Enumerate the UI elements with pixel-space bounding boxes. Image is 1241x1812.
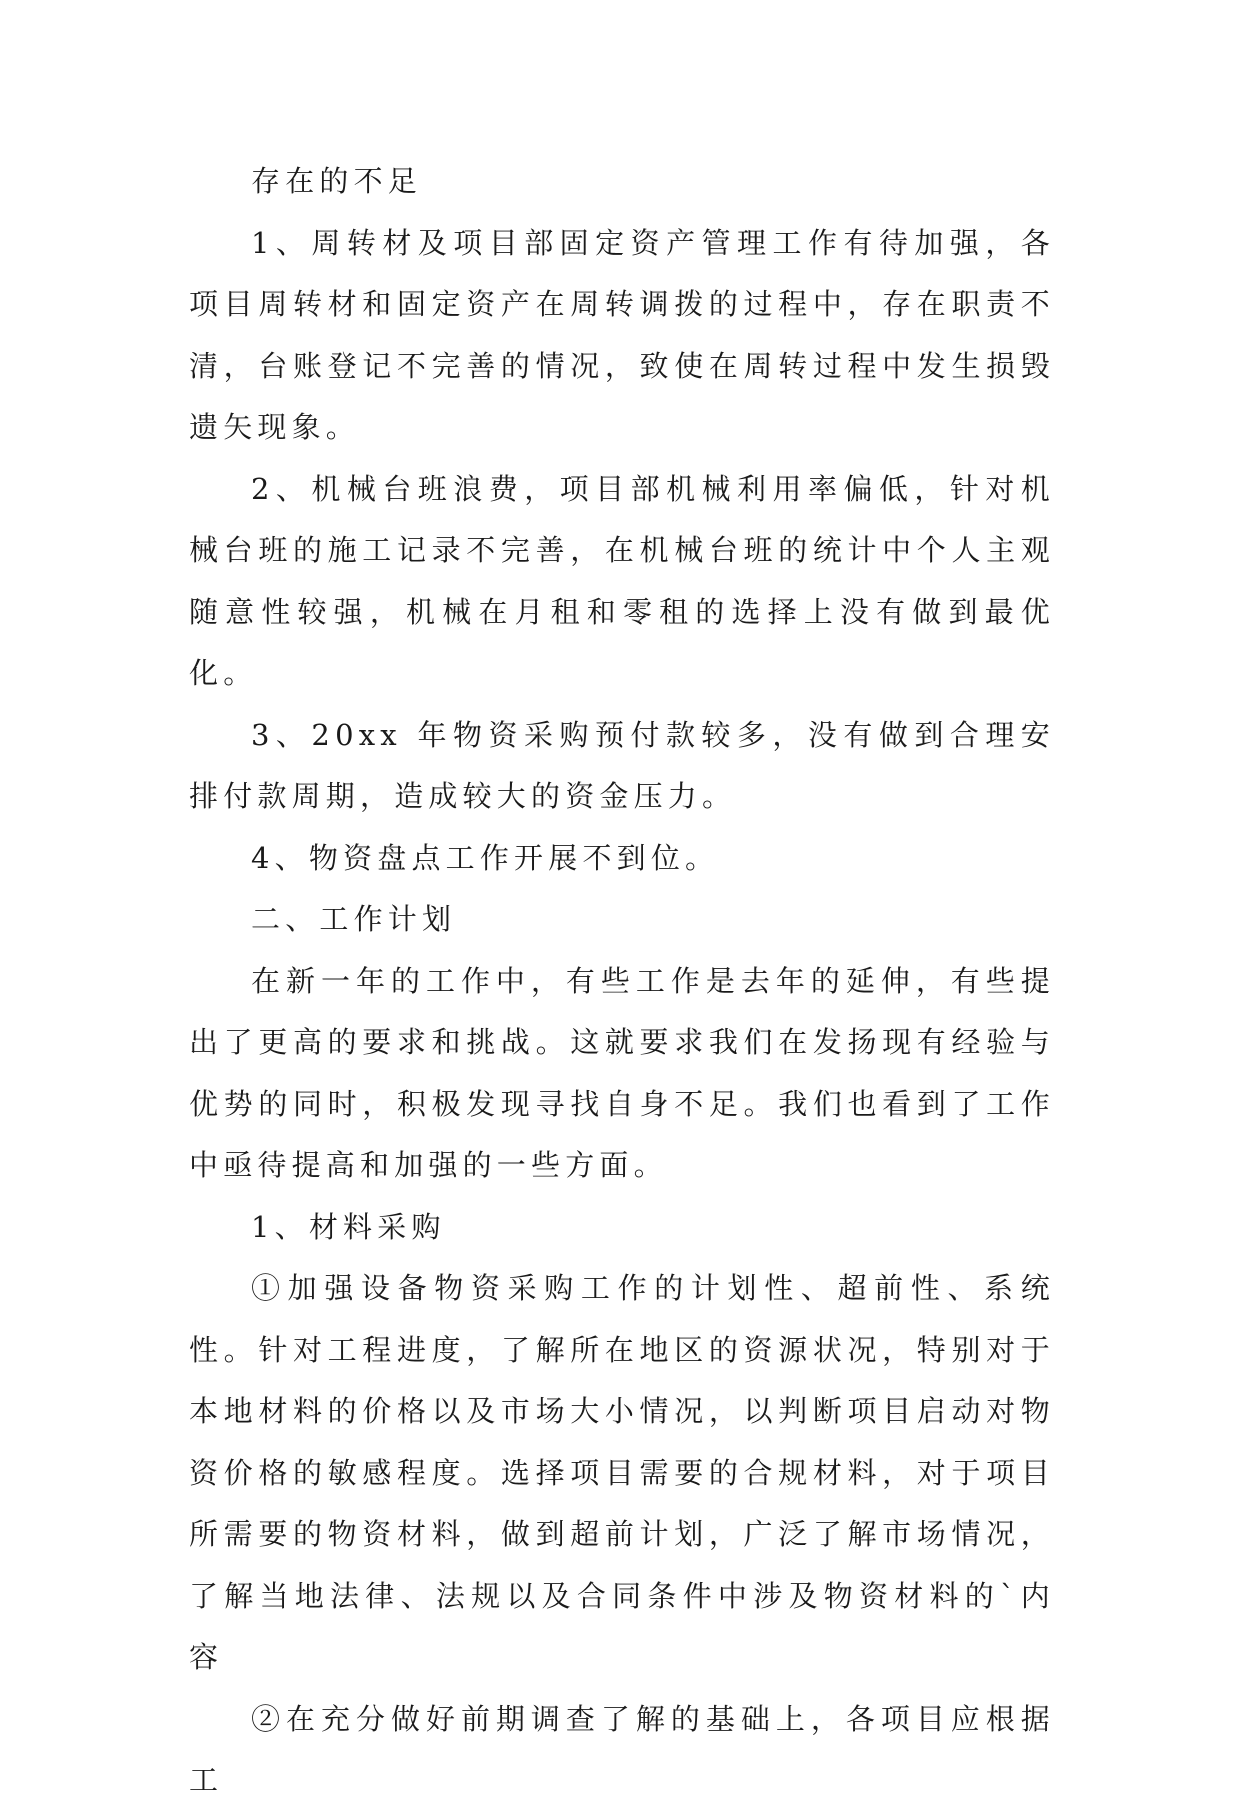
paragraph-purchasing-item-2: ②在充分做好前期调查了解的基础上，各项目应根据工 bbox=[189, 1701, 1055, 1797]
paragraph-shortcoming-4: 4、物资盘点工作开展不到位。 bbox=[251, 840, 720, 875]
section-heading-work-plan: 二、工作计划 bbox=[251, 902, 457, 936]
paragraph-work-plan-intro: 在新一年的工作中，有些工作是去年的延伸，有些提出了更高的要求和挑战。这就要求我们在发扬现有经验与优势的同时，积极发现寻找自身不足。我们也看到了工作中亟待提高和加强的一些方面。 bbox=[189, 963, 1055, 1182]
paragraph-shortcoming-3: 3、20xx 年物资采购预付款较多，没有做到合理安排付款周期，造成较大的资金压力。 bbox=[189, 717, 1055, 813]
paragraph-shortcoming-1: 1、周转材及项目部固定资产管理工作有待加强，各项目周转材和固定资产在周转调拨的过程中，存在职责不清，台账登记不完善的情况，致使在周转过程中发生损毁遗矢现象。 bbox=[189, 225, 1055, 444]
paragraph-purchasing-item-1: ①加强设备物资采购工作的计划性、超前性、系统性。针对工程进度，了解所在地区的资源状况，特别对于本地材料的价格以及市场大小情况，以判断项目启动对物资价格的敏感程度。选择项目需要的合规材料，对于项目所需要的物资材料，做到超前计划，广泛了解市场情况，了解当地法律、法规以及合同条件中涉及物资材料的`内容 bbox=[189, 1271, 1055, 1674]
paragraph-shortcoming-2: 2、机械台班浪费，项目部机械利用率偏低，针对机械台班的施工记录不完善，在机械台班的统计中个人主观随意性较强，机械在月租和零租的选择上没有做到最优化。 bbox=[189, 471, 1055, 690]
document-body bbox=[189, 151, 1055, 1812]
section-heading-shortcomings: 存在的不足 bbox=[251, 164, 423, 198]
subheading-material-purchasing: 1、材料采购 bbox=[251, 1209, 446, 1244]
